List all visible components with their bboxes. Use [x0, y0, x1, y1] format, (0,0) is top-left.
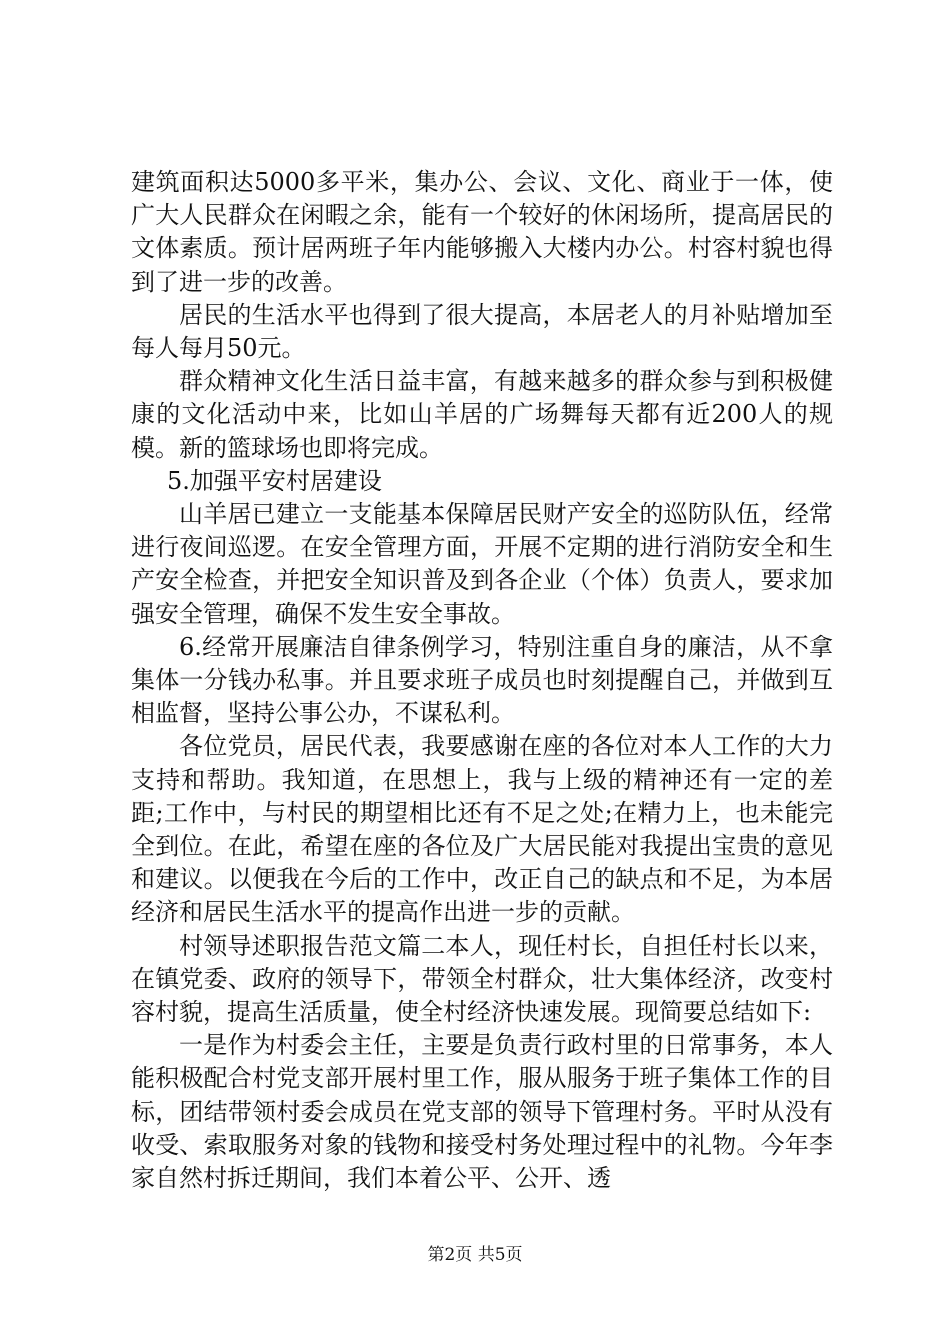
paragraph-8: 村领导述职报告范文篇二本人，现任村长，自担任村长以来，在镇党委、政府的领导下，带领全村群众，壮大集体经济，改变村容村貌，提高生活质量，使全村经济快速发展。现简要总结如下:	[131, 931, 833, 1027]
paragraph-3: 群众精神文化生活日益丰富，有越来越多的群众参与到积极健康的文化活动中来，比如山羊居的广场舞每天都有近200人的规模。新的篮球场也即将完成。	[131, 367, 833, 462]
paragraph-7: 各位党员，居民代表，我要感谢在座的各位对本人工作的大力支持和帮助。我知道，在思想上，我与上级的精神还有一定的差距;工作中，与村民的期望相比还有不足之处;在精力上，也未能完全到位。在此，希望在座的各位及广大居民能对我提出宝贵的意见和建议。以便我在今后的工作中，改正自己的缺点和不足，为本居经济和居民生活水平的提高作出进一步的贡献。	[131, 732, 833, 927]
section-heading-5: 5.加强平安村居建设	[167, 466, 382, 495]
paragraph-6: 6.经常开展廉洁自律条例学习，特别注重自身的廉洁，从不拿集体一分钱办私事。并且要求班子成员也时刻提醒自己，并做到互相监督，坚持公事公办，不谋私利。	[131, 632, 833, 728]
paragraph-1: 建筑面积达5000多平米，集办公、会议、文化、商业于一体，使广大人民群众在闲暇之余，能有一个较好的休闲场所，提高居民的文体素质。预计居两班子年内能够搬入大楼内办公。村容村貌也得到了进一步的改善。	[131, 168, 833, 296]
document-body	[131, 166, 833, 1195]
page-number-footer: 第2页 共5页	[427, 1245, 523, 1265]
paragraph-9: 一是作为村委会主任，主要是负责行政村里的日常事务，本人能积极配合村党支部开展村里工作，服从服务于班子集体工作的目标，团结带领村委会成员在党支部的领导下管理村务。平时从没有收受、索取服务对象的钱物和接受村务处理过程中的礼物。今年李家自然村拆迁期间，我们本着公平、公开、透	[131, 1031, 833, 1193]
paragraph-5: 山羊居已建立一支能基本保障居民财产安全的巡防队伍，经常进行夜间巡逻。在安全管理方面，开展不定期的进行消防安全和生产安全检查，并把安全知识普及到各企业（个体）负责人，要求加强安全管理，确保不发生安全事故。	[131, 500, 833, 628]
paragraph-2: 居民的生活水平也得到了很大提高，本居老人的月补贴增加至每人每月50元。	[131, 300, 833, 363]
